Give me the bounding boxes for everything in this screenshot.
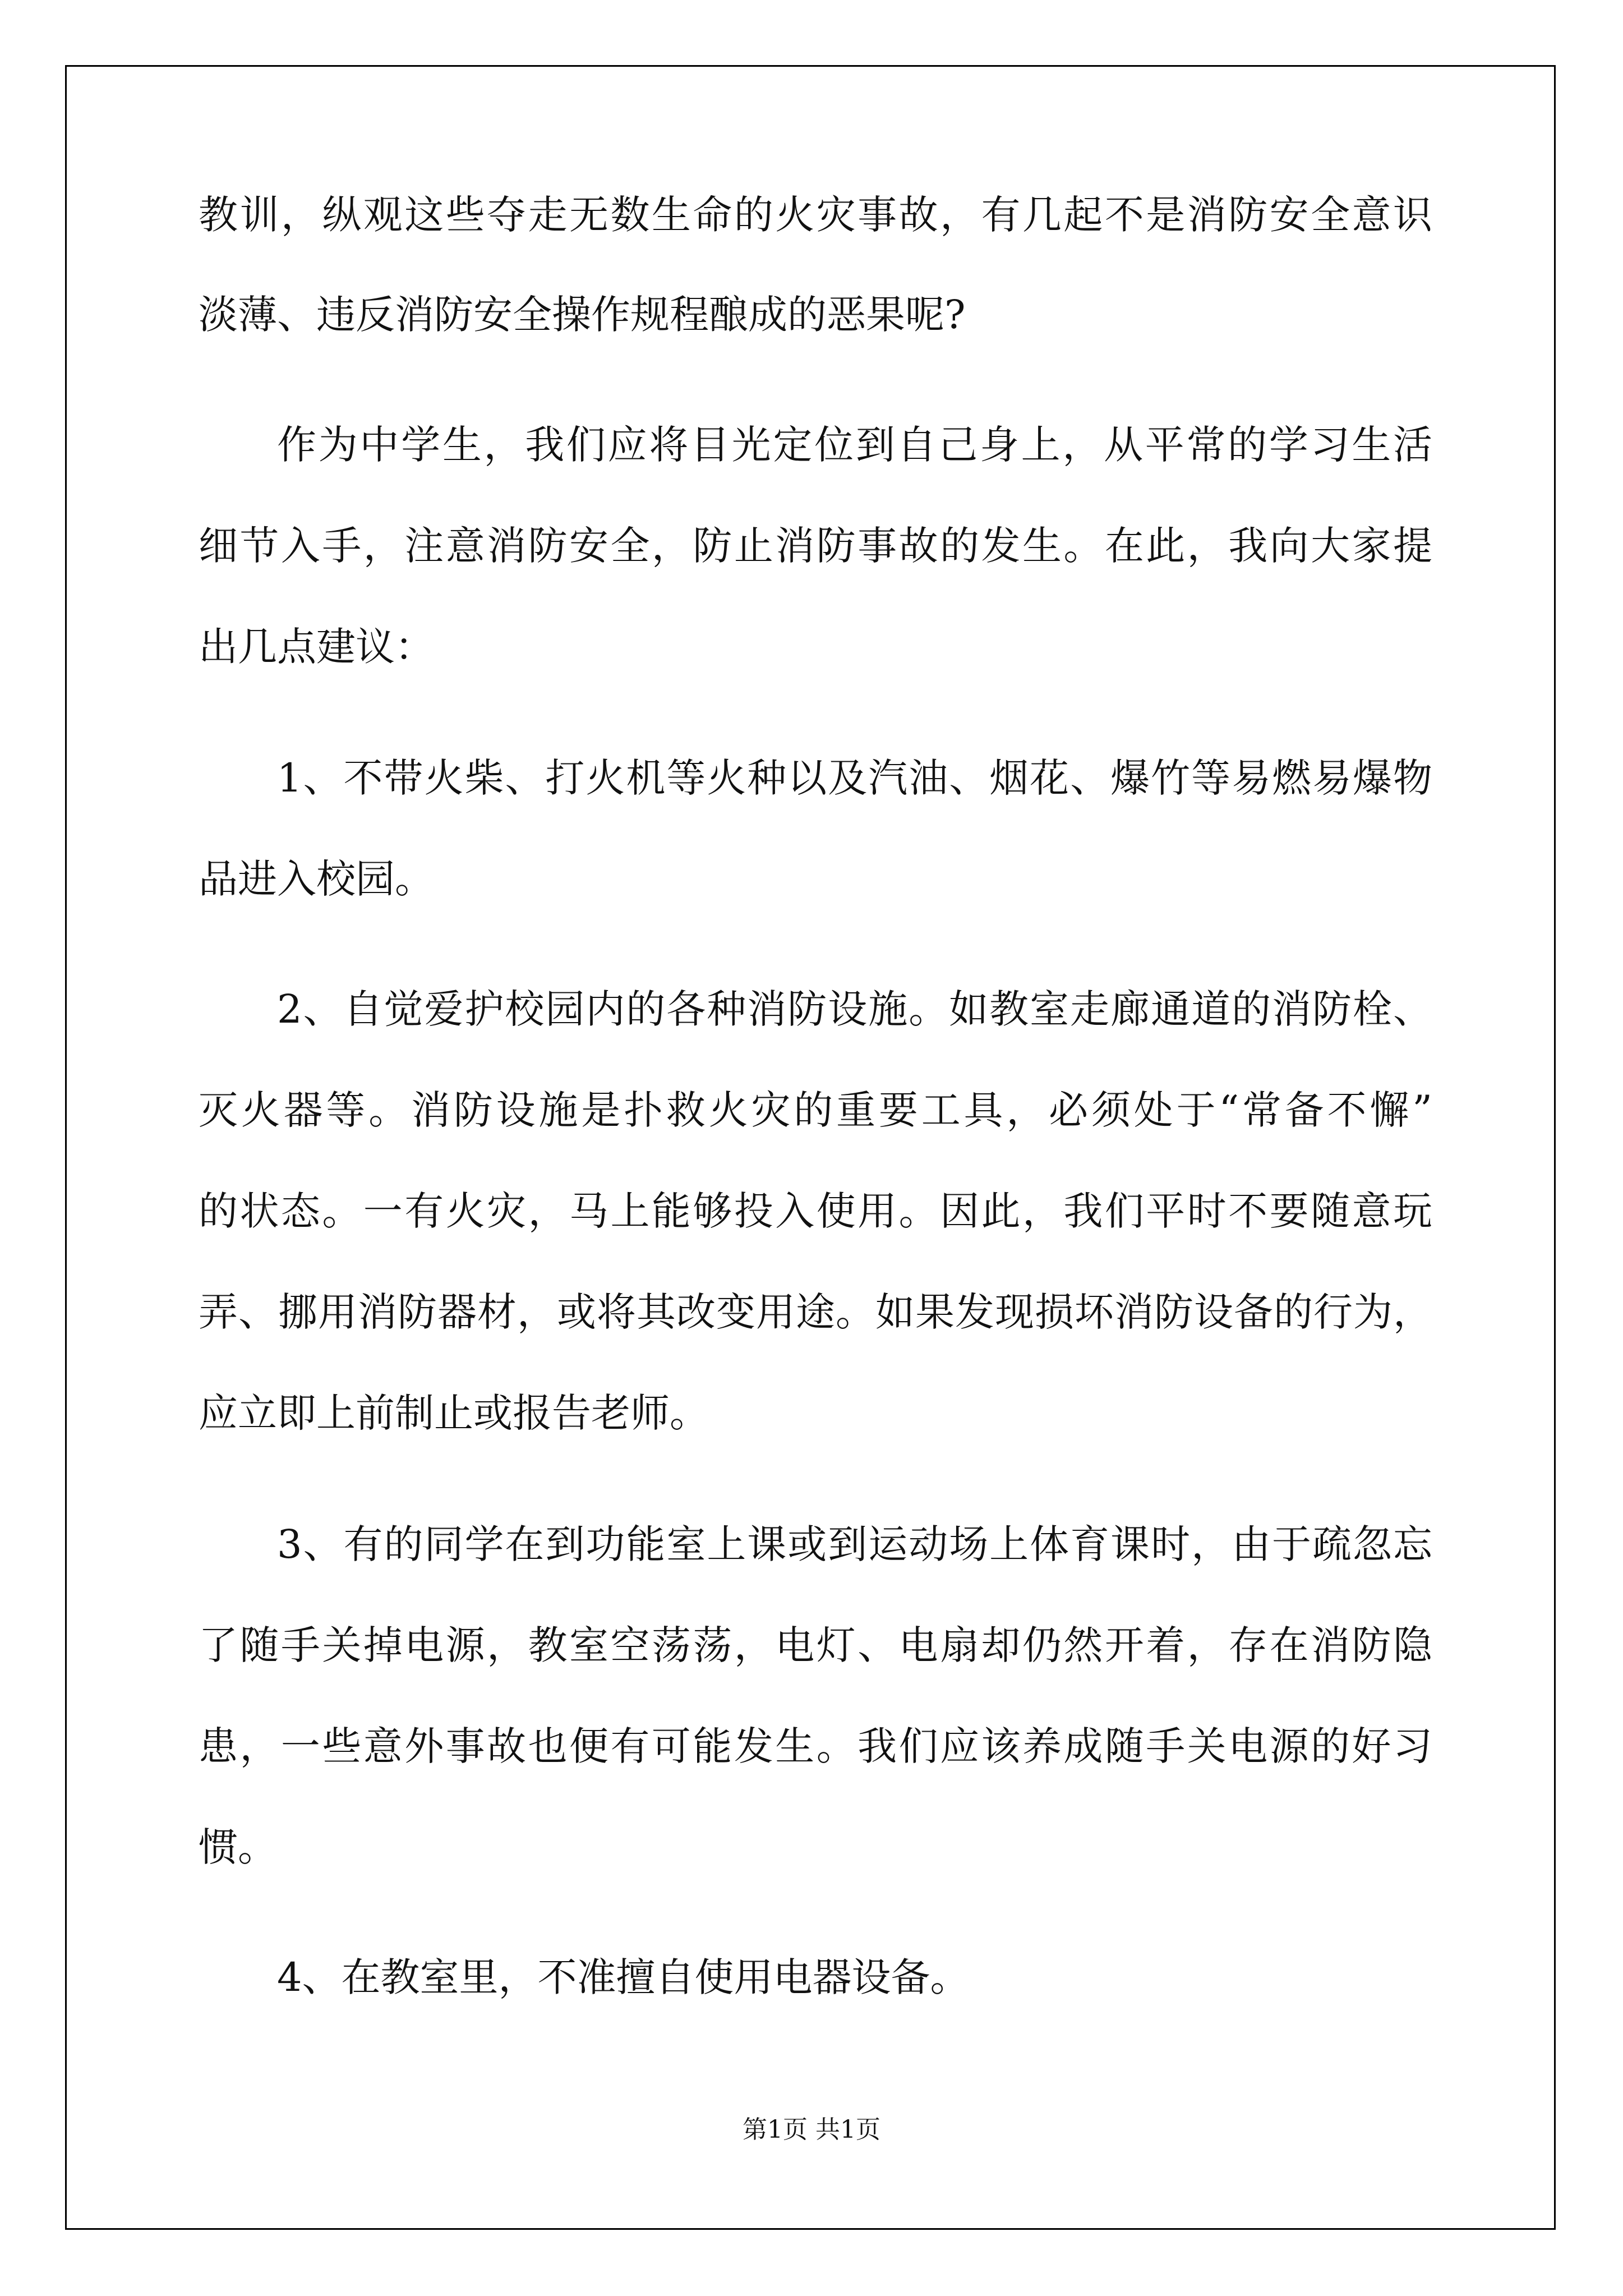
text-line-7: 品进入校园。 <box>199 856 434 902</box>
text-line-5: 出几点建议： <box>199 624 434 670</box>
page-border <box>65 65 1556 2230</box>
text-line-17: 4、在教室里，不准擅自使用电器设备。 <box>277 1954 970 2000</box>
text-line-11: 弄、挪用消防器材，或将其改变用途。如果发现损坏消防设备的行为， <box>199 1289 1432 1335</box>
text-line-8: 2、自觉爱护校园内的各种消防设施。如教室走廊通道的消防栓、 <box>277 986 1432 1032</box>
text-line-16: 惯。 <box>199 1824 277 1870</box>
text-line-9: 灭火器等。消防设施是扑救火灾的重要工具，必须处于“常备不懈” <box>199 1087 1432 1133</box>
page-number-footer: 第1页 共1页 <box>743 2115 880 2144</box>
text-line-10: 的状态。一有火灾，马上能够投入使用。因此，我们平时不要随意玩 <box>199 1188 1432 1234</box>
text-line-15: 患，一些意外事故也便有可能发生。我们应该养成随手关电源的好习 <box>199 1723 1432 1769</box>
text-line-3: 作为中学生，我们应将目光定位到自己身上，从平常的学习生活 <box>277 422 1432 468</box>
text-line-12: 应立即上前制止或报告老师。 <box>199 1390 709 1436</box>
text-line-13: 3、有的同学在到功能室上课或到运动场上体育课时，由于疏忽忘 <box>277 1521 1432 1567</box>
text-line-2: 淡薄、违反消防安全操作规程酿成的恶果呢? <box>199 292 966 338</box>
text-line-6: 1、不带火柴、打火机等火种以及汽油、烟花、爆竹等易燃易爆物 <box>277 755 1432 801</box>
text-line-1: 教训，纵观这些夺走无数生命的火灾事故，有几起不是消防安全意识 <box>199 192 1432 238</box>
text-line-14: 了随手关掉电源，教室空荡荡，电灯、电扇却仍然开着，存在消防隐 <box>199 1622 1432 1668</box>
text-line-4: 细节入手，注意消防安全，防止消防事故的发生。在此，我向大家提 <box>199 523 1432 569</box>
